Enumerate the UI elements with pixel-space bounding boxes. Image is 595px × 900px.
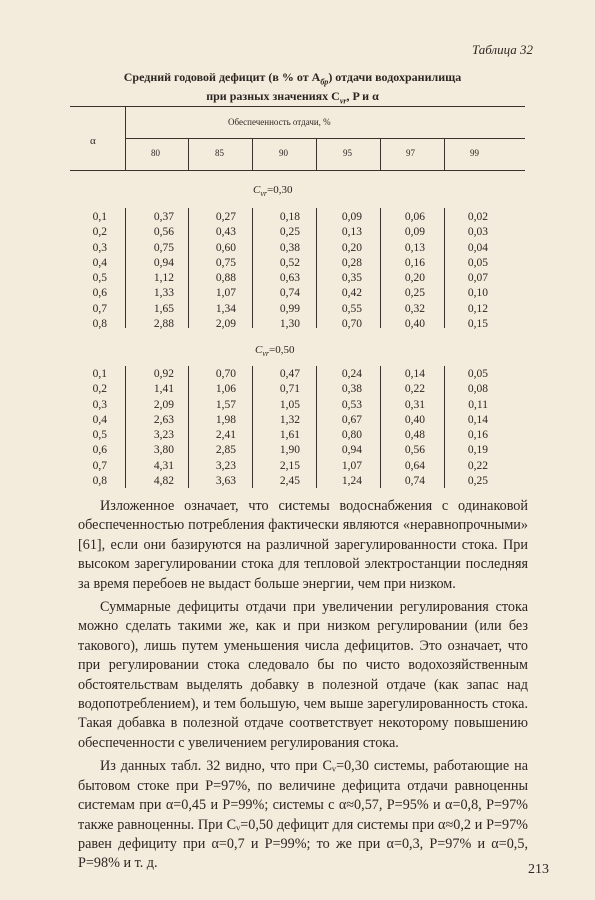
table-cell: 1,32 [279,413,300,426]
s2-divider-3 [252,366,253,488]
s1-col-97 [389,210,425,332]
table-cell: 0,22 [404,383,425,396]
col-header-90: 90 [279,148,288,158]
table-cell: 0,25 [404,287,425,300]
col-header-95: 95 [343,148,352,158]
s2-alpha: 0,5 [92,429,107,442]
table-cell: 0,09 [341,211,362,223]
table-cell: 1,12 [153,272,174,285]
table-cell: 3,23 [215,459,236,472]
table-cell: 0,43 [215,226,236,239]
table-title-line1: Средний годовой дефицит (в % от $A_{бр}$) отдачи водохранилища [123,70,462,87]
table-cell: 0,15 [467,318,488,331]
s1-col-85 [200,210,236,332]
table-cell: 0,02 [467,211,488,223]
s1-divider-6 [444,208,445,328]
table-title [70,70,515,109]
s1-divider-4 [316,208,317,328]
table-cell: 0,18 [279,211,300,223]
title-subscript-1: бр [320,77,329,87]
section-label-1: $C_{vr}=0,30$ [253,184,293,199]
table-cell: 0,60 [215,241,236,254]
s1-col-80 [138,210,174,332]
table-cell: 0,11 [468,398,488,411]
table-cell: 1,33 [153,287,174,300]
table-cell: 0,09 [404,226,425,239]
table-cell: 0,74 [404,475,425,488]
table-cell: 0,35 [341,272,362,285]
table-cell: 0,70 [341,318,362,331]
table-cell: 0,40 [404,318,425,331]
table-cell: 0,67 [341,413,362,426]
table-cell: 1,07 [341,459,362,472]
table-cell: 0,13 [341,226,362,239]
s1-alpha: 0,1 [92,211,107,223]
table-cell: 1,05 [279,398,300,411]
table-cell: 0,94 [153,256,174,269]
s1-divider-2 [188,208,189,328]
paragraph-3: Из данных табл. 32 видно, что при Cᵥ=0,30 системы, работающие на бытовом стоке при P=97%, по величине дефицита отдачи равноценны системам при α=0,45 и P=99%; системы с α≈0,57, P=95% и α=0,8, P=97% также равноценны. При Cᵥ=0,50 дефицит для системы при α≈0,2 и P=97% равен дефициту при α=0,7 и P=99%; то же при α=0,3, P=97% и α=0,5, P=98% и т. д. [78,758,528,872]
s2-alpha: 0,8 [92,475,107,488]
s1-divider-1 [125,208,126,328]
table-cell: 0,24 [341,368,362,380]
table-cell: 0,88 [215,272,236,285]
group-header: Обеспеченность отдачи, % [228,117,331,127]
table-cell: 0,48 [404,429,425,442]
table-cell: 0,20 [404,272,425,285]
table-cell: 0,56 [153,226,174,239]
table-cell: 0,75 [153,241,174,254]
col-header-97: 97 [406,148,415,158]
table-cell: 0,64 [404,459,425,472]
table-cell: 0,12 [467,302,488,315]
section-label-2: $C_{vr}=0,50$ [255,344,295,359]
table-cell: 0,10 [467,287,488,300]
s1-alpha: 0,6 [92,287,107,300]
table-cell: 0,55 [341,302,362,315]
table-cell: 1,24 [341,475,362,488]
table-cell: 1,34 [215,302,236,315]
table-cell: 0,80 [341,429,362,442]
s2-alpha: 0,3 [92,398,107,411]
table-cell: 0,13 [404,241,425,254]
s2-col-80 [138,367,174,489]
s1-col-95 [326,210,362,332]
col-header-80: 80 [151,148,160,158]
table-cell: 0,04 [467,241,488,254]
table-cell: 1,98 [215,413,236,426]
table-cell: 0,14 [467,413,488,426]
table-cell: 3,63 [215,475,236,488]
alpha-header: α [90,135,96,147]
table-cell: 0,37 [153,211,174,223]
table-cell: 0,16 [404,256,425,269]
table-cell: 2,88 [153,318,174,331]
header-divider-5 [444,138,445,170]
paragraph-1: Изложенное означает, что системы водоснабжения с одинаковой обеспеченностью потребления фактически являются «неравнопрочными» [61], если они базируются на различной зарегулированности стока. При высоком зарегулировании стока для тепловой электростанции последняя за время перебоев не выдаст больше энергии, чем при низком. [78,498,528,592]
table-cell: 0,07 [467,272,488,285]
table-cell: 0,05 [467,368,488,380]
table-cell: 2,63 [153,413,174,426]
table-cell: 0,27 [215,211,236,223]
table-cell: 0,14 [404,368,425,380]
header-inner-rule [125,138,525,139]
s2-divider-6 [444,366,445,488]
table-cell: 0,03 [467,226,488,239]
s2-divider-5 [380,366,381,488]
table-cell: 2,41 [215,429,236,442]
s2-divider-4 [316,366,317,488]
table-cell: 0,53 [341,398,362,411]
s2-alpha: 0,2 [92,383,107,396]
col-header-99: 99 [470,148,479,158]
table-cell: 0,16 [467,429,488,442]
s2-col-85 [200,367,236,489]
table-cell: 0,63 [279,272,300,285]
table-cell: 0,74 [279,287,300,300]
table-cell: 0,19 [467,444,488,457]
table-top-rule [70,106,525,107]
header-divider-3 [316,138,317,170]
table-cell: 0,70 [215,368,236,380]
table-cell: 1,65 [153,302,174,315]
table-cell: 0,92 [153,368,174,380]
table-cell: 2,09 [215,318,236,331]
table-cell: 0,05 [467,256,488,269]
table-cell: 1,06 [215,383,236,396]
table-title-line2: при разных значениях $C_{vr}$, P и α [206,89,379,106]
table-number: Таблица 32 [471,42,533,57]
s2-divider-1 [125,366,126,488]
page-number: 213 [528,862,549,877]
table-cell: 0,52 [279,256,300,269]
table-cell: 0,71 [279,383,300,396]
table-cell: 0,28 [341,256,362,269]
table-cell: 4,82 [153,475,174,488]
table-cell: 0,22 [467,459,488,472]
s2-col-90 [264,367,300,489]
table-cell: 2,15 [279,459,300,472]
table-cell: 0,06 [404,211,425,223]
s2-alpha: 0,6 [92,444,107,457]
paragraph-2: Суммарные дефициты отдачи при увеличении регулирования стока можно сделать такими же, как и при низком регулировании (или без такового), лишь путем уменьшения числа дефицитов. Это означает, что при регулировании стока следовало бы по чисто водохозяйственным обстоятельствам выделять добавку в полезной отдаче (как запас над водопотреблением), и тем большую, чем выше зарегулированность стока. Такая добавка в полезной отдаче соответствует некоторому повышению обеспеченности с увеличением регулирования стока. [78,599,528,751]
table-cell: 0,94 [341,444,362,457]
table-cell: 0,75 [215,256,236,269]
table-cell: 0,25 [467,475,488,488]
table-cell: 0,99 [279,302,300,315]
table-cell: 0,38 [279,241,300,254]
col-header-85: 85 [215,148,224,158]
s1-alpha: 0,4 [92,256,107,269]
s1-divider-5 [380,208,381,328]
s1-col-99 [452,210,488,332]
s2-alpha-column [82,367,107,489]
table-cell: 1,90 [279,444,300,457]
table-cell: 1,41 [153,383,174,396]
table-cell: 0,25 [279,226,300,239]
table-cell: 0,42 [341,287,362,300]
s2-col-95 [326,367,362,489]
table-cell: 1,30 [279,318,300,331]
table-cell: 1,61 [279,429,300,442]
s1-alpha: 0,3 [92,241,107,254]
table-cell: 3,23 [153,429,174,442]
table-cell: 0,31 [404,398,425,411]
table-cell: 2,85 [215,444,236,457]
header-divider-2 [252,138,253,170]
table-cell: 0,56 [404,444,425,457]
s1-alpha-column [82,210,107,332]
s1-divider-3 [252,208,253,328]
header-divider-4 [380,138,381,170]
header-divider-1 [188,138,189,170]
table-cell: 2,45 [279,475,300,488]
s1-alpha: 0,8 [92,318,107,331]
s2-alpha: 0,1 [92,368,107,380]
table-cell: 0,20 [341,241,362,254]
header-bottom-rule [70,170,525,171]
table-cell: 4,31 [153,459,174,472]
s2-divider-2 [188,366,189,488]
table-cell: 3,80 [153,444,174,457]
table-cell: 0,32 [404,302,425,315]
table-cell: 2,09 [153,398,174,411]
table-cell: 1,07 [215,287,236,300]
table-cell: 0,40 [404,413,425,426]
s1-alpha: 0,5 [92,272,107,285]
s1-alpha: 0,2 [92,226,107,239]
s2-alpha: 0,7 [92,459,107,472]
s2-col-99 [452,367,488,489]
table-cell: 0,38 [341,383,362,396]
s1-alpha: 0,7 [92,302,107,315]
s2-col-97 [389,367,425,489]
table-cell: 0,47 [279,368,300,380]
s1-col-90 [264,210,300,332]
alpha-col-divider [125,106,126,170]
body-text [78,497,528,874]
table-cell: 0,08 [467,383,488,396]
title-subscript-2: vr [339,96,347,106]
table-cell: 1,57 [215,398,236,411]
s2-alpha: 0,4 [92,413,107,426]
